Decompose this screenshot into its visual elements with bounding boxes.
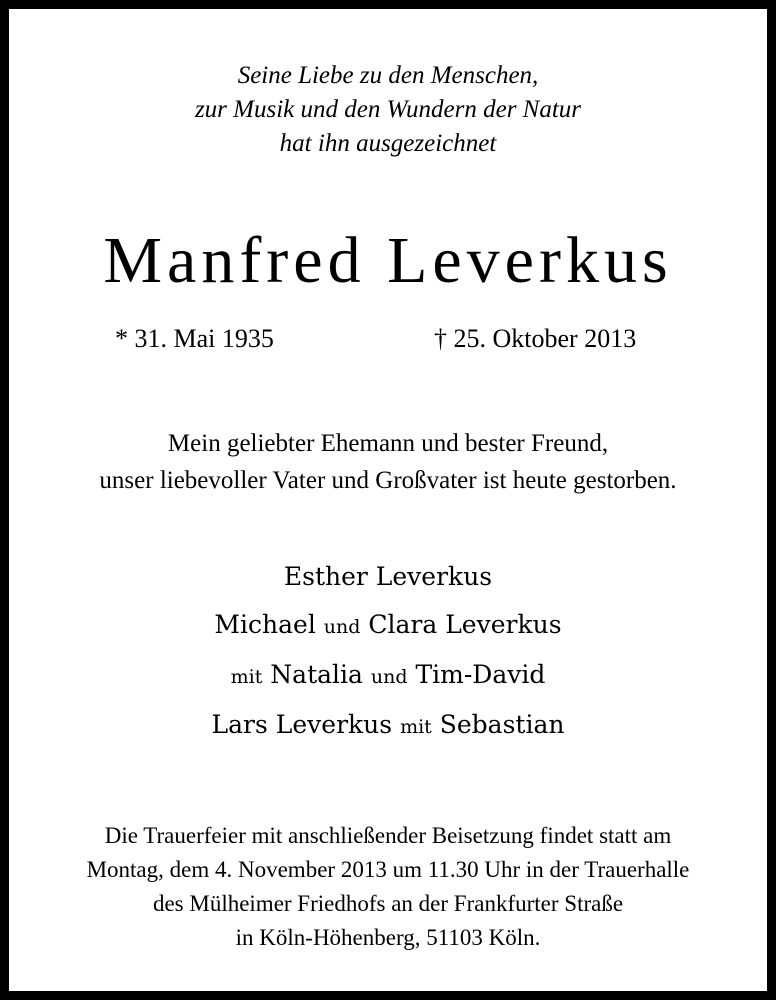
- service-line: des Mülheimer Friedhofs an der Frankfurter Straße: [152, 891, 624, 916]
- service-line: Die Trauerfeier mit anschließender Beisetzung findet statt am: [104, 823, 672, 848]
- family-line: [9, 701, 767, 751]
- service-line: in Köln-Höhenberg, 51103 Köln.: [235, 925, 541, 950]
- life-dates: [9, 321, 767, 357]
- motto-line: hat ihn ausgezeichnet: [279, 130, 497, 157]
- deceased-name: Manfred Leverkus: [103, 224, 673, 297]
- motto-line: Seine Liebe zu den Menschen,: [237, 62, 539, 89]
- motto-line: zur Musik und den Wundern der Natur: [194, 96, 582, 123]
- family-conjunction: und: [323, 616, 361, 638]
- family-members: [9, 553, 767, 751]
- family-line: [9, 601, 767, 651]
- family-name: Esther Leverkus: [283, 562, 493, 591]
- family-conjunction: mit: [230, 666, 263, 688]
- family-name: Clara Leverkus: [368, 610, 562, 639]
- family-name: Natalia: [270, 660, 363, 689]
- message-line: Mein geliebter Ehemann und bester Freund,: [167, 430, 609, 457]
- family-name: Michael: [214, 610, 316, 639]
- family-name: Tim-David: [415, 660, 546, 689]
- motto: [9, 59, 767, 161]
- family-conjunction: und: [370, 666, 408, 688]
- death-date: † 25. Oktober 2013: [434, 324, 637, 353]
- message-line: unser liebevoller Vater und Großvater ist heute gestorben.: [99, 467, 677, 494]
- family-name: Sebastian: [439, 710, 565, 739]
- birth-date: * 31. Mai 1935: [115, 324, 274, 353]
- farewell-message: [9, 425, 767, 499]
- family-name: Lars Leverkus: [211, 710, 393, 739]
- funeral-service-info: [9, 819, 767, 955]
- family-line: [9, 553, 767, 601]
- family-line: [9, 651, 767, 701]
- service-line: Montag, dem 4. November 2013 um 11.30 Uhr in der Trauerhalle: [86, 857, 690, 882]
- family-conjunction: mit: [400, 716, 432, 738]
